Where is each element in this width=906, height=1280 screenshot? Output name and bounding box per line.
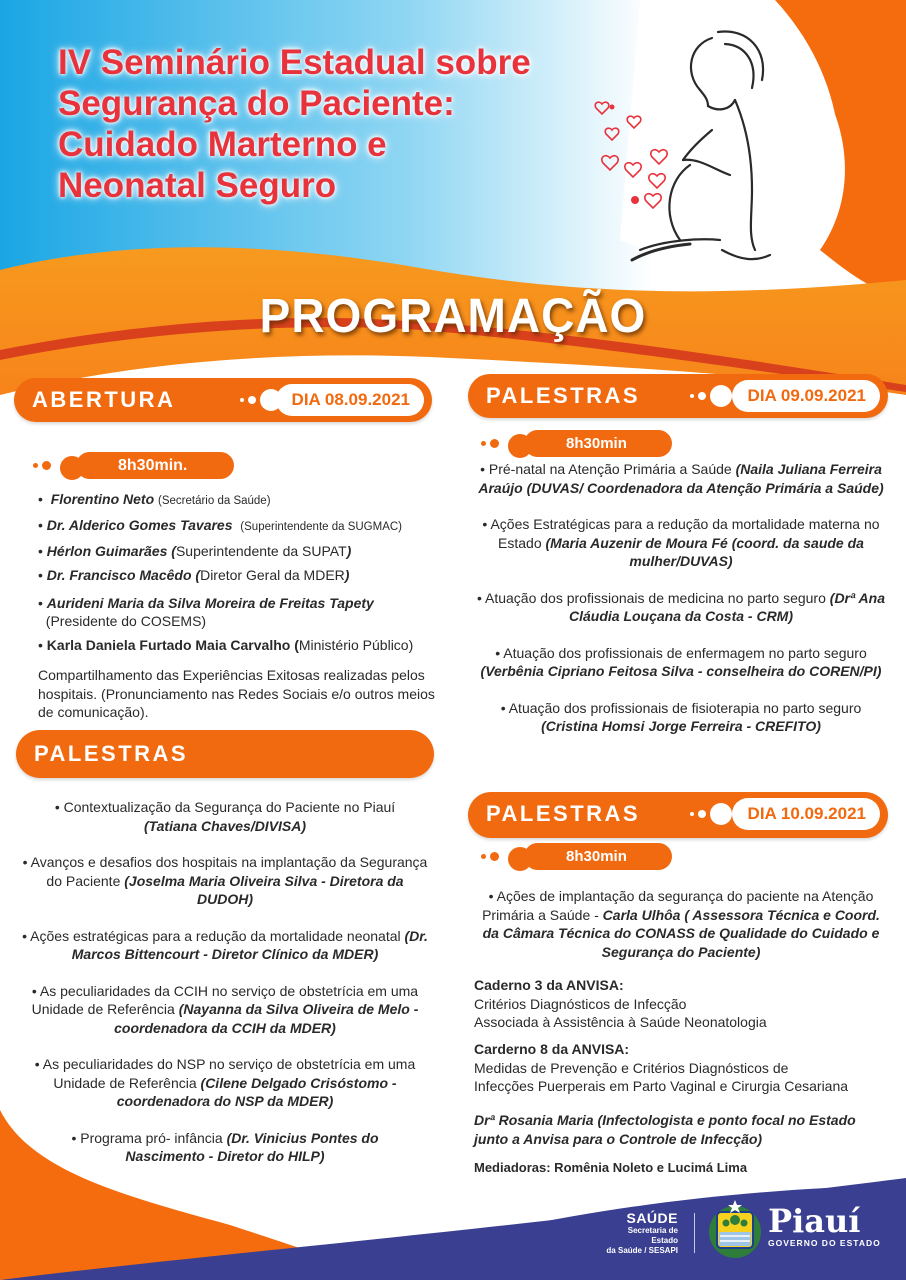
caderno3-line: Critérios Diagnósticos de Infecção: [474, 995, 687, 1012]
speaker-item: • Dr. Alderico Gomes Tavares (Superintendente da SUGMAC): [38, 517, 403, 533]
piaui-government-logo: [768, 1204, 881, 1248]
palestras-day2-header-bar: [468, 374, 888, 418]
day3-time-badge: [480, 843, 680, 870]
secretaria-line: da Saúde / SESAPI: [606, 1246, 678, 1255]
title-line: IV Seminário Estadual sobre: [58, 43, 531, 82]
caderno8-line: Medidas de Prevenção e Critérios Diagnósticos de: [474, 1059, 789, 1076]
palestras-day3-header-bar: [468, 792, 888, 838]
speaker-item: • Dr. Francisco Macêdo (Diretor Geral da MDER): [38, 567, 350, 583]
time-label: 8h30min: [524, 843, 672, 870]
event-title: [58, 42, 678, 206]
talk-item: • Ações Estratégicas para a redução da mortalidade materna no Estado (Maria Auzenir de Moura Fé (coord. da saude da mulher/DUVAS): [482, 516, 880, 569]
title-line: Neonatal Seguro: [58, 166, 337, 205]
caderno3-line: Associada à Assistência à Saúde Neonatologia: [474, 1014, 767, 1030]
palestras-day1-list: [18, 798, 432, 1184]
talk-item: • Ações estratégicas para a redução da mortalidade neonatal (Dr. Marcos Bittencourt - Diretor Clínico da MDER): [22, 927, 428, 962]
talk-item: • As peculiaridades do NSP no serviço de obstetrícia em uma Unidade de Referência (Cilene Delgado Crisóstomo - coordenadora do NSP da MDER): [34, 1056, 416, 1109]
talk-item: • Atuação dos profissionais de medicina no parto seguro (Drª Ana Cláudia Louçana da Costa - CRM): [476, 589, 886, 624]
mediadoras: Mediadoras: Romênia Noleto e Lucimá Lima: [474, 1160, 748, 1175]
abertura-label: ABERTURA: [32, 387, 176, 412]
abertura-time-badge: [32, 452, 232, 479]
palestras-label: PALESTRAS: [34, 741, 189, 766]
saude-logo: [600, 1210, 678, 1256]
abertura-header-bar: [14, 378, 432, 422]
logo-divider: [694, 1213, 695, 1253]
palestras-label: PALESTRAS: [486, 801, 641, 826]
piaui-wordmark: Piauí: [768, 1202, 861, 1240]
palestras-label: PALESTRAS: [486, 383, 641, 408]
caderno8-heading: Carderno 8 da ANVISA:: [474, 1041, 630, 1057]
talk-item: • As peculiaridades da CCIH no serviço de obstetrícia em uma Unidade de Referência (Nayanna da Silva Oliveira de Melo - coordenadora da CCIH da MDER): [31, 982, 419, 1036]
abertura-note: Compartilhamento das Experiências Exitosas realizadas pelos hospitais. (Pronunciamento nas Redes Sociais e/o outros meios de comunicação).: [38, 667, 435, 720]
day3-date-badge: DIA 10.09.2021: [732, 798, 880, 830]
talk-item: • Atuação dos profissionais de enfermagem no parto seguro (Verbênia Cipriano Feitosa Silva - conselheira do COREN/PI): [480, 644, 882, 679]
saude-label: SAÚDE: [626, 1210, 678, 1226]
speaker-item: • Karla Daniela Furtado Maia Carvalho (Ministério Público): [38, 637, 414, 653]
programacao-heading: PROGRAMAÇÃO: [259, 287, 647, 343]
governo-label: GOVERNO DO ESTADO: [768, 1238, 881, 1248]
day2-time-badge: [480, 430, 680, 457]
talk-item: • Avanços e desafios dos hospitais na implantação da Segurança do Paciente (Joselma Maria Oliveira Silva - Diretora da DUDOH): [22, 854, 428, 907]
day2-date-badge: DIA 09.09.2021: [732, 380, 880, 412]
palestras-header-bar: [16, 730, 434, 778]
speaker-item: • Florentino Neto (Secretário da Saúde): [38, 491, 271, 507]
talk-item: • Ações de implantação da segurança do paciente na Atenção Primária a Saúde - Carla Ulhôa ( Assessora Técnica e Coord. da Câmara Técnica do CONASS de Qualidade do Cuidado e Segurança do Paciente): [482, 888, 880, 960]
caderno3-heading: Caderno 3 da ANVISA:: [474, 977, 624, 993]
talk-item: • Atuação dos profissionais de fisioterapia no parto seguro (Cristina Homsi Jorge Ferreira - CREFITO): [500, 699, 862, 734]
speaker-item: • Aurideni Maria da Silva Moreira de Freitas Tapety (Presidente do COSEMS): [38, 595, 374, 629]
palestras-day3-talk: [472, 887, 890, 979]
secretaria-line: Secretaria de Estado: [627, 1226, 678, 1245]
caderno8-line: Infecções Puerperais em Parto Vaginal e Cirurgia Cesariana: [474, 1078, 849, 1094]
abertura-speaker-list: [38, 490, 438, 660]
talk-item: • Pré-natal na Atenção Primária a Saúde (Naila Juliana Ferreira Araújo (DUVAS/ Coordenadora da Atenção Primária a Saúde): [478, 461, 884, 496]
title-line: Segurança do Paciente:: [58, 84, 455, 123]
talk-item: • Programa pró- infância (Dr. Vinicius Pontes do Nascimento - Diretor do HILP): [71, 1129, 379, 1164]
caderno3-block: [474, 976, 890, 1032]
rosania-note: Drª Rosania Maria (Infectologista e ponto focal no Estado junto a Anvisa para o Controle de Infecção): [474, 1112, 856, 1147]
time-label: 8h30min.: [76, 452, 234, 479]
palestras-day2-list: [472, 460, 890, 754]
abertura-date-badge: DIA 08.09.2021: [276, 384, 424, 416]
title-line: Cuidado Marterno e: [58, 125, 387, 164]
caderno8-block: [474, 1040, 890, 1096]
talk-item: • Contextualização da Segurança do Paciente no Piauí (Tatiana Chaves/DIVISA): [54, 799, 396, 834]
speaker-item: • Hérlon Guimarães (Superintendente da SUPAT): [38, 543, 352, 559]
time-label: 8h30min: [524, 430, 672, 457]
